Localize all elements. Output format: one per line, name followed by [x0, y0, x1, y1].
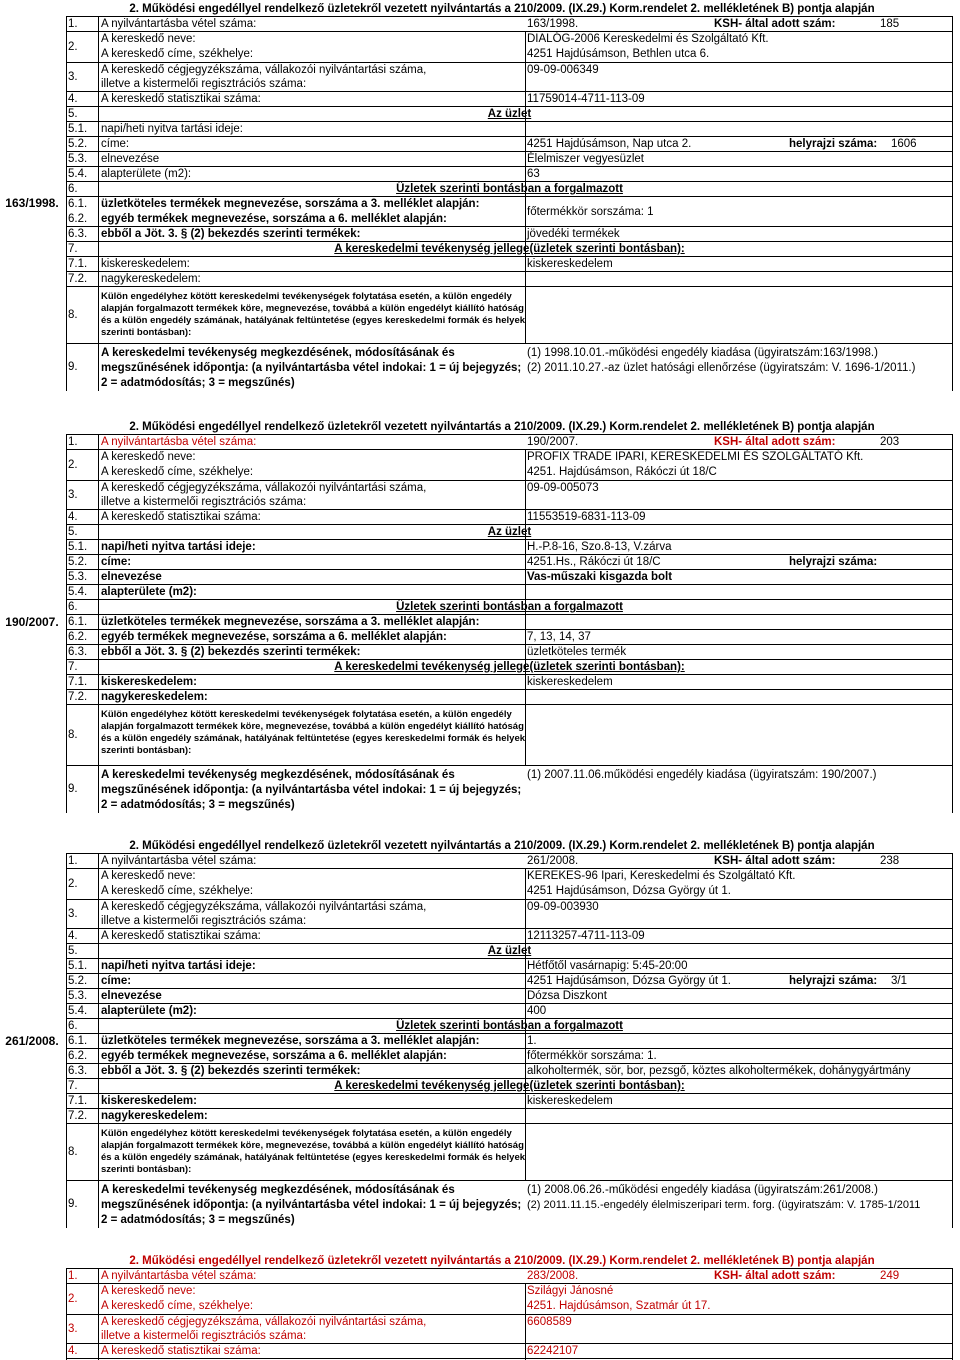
field-l9c: 2 = adatmódosítás; 3 = megszűnés): [101, 377, 295, 389]
field-l1: A nyilvántartásba vétel száma:: [101, 436, 257, 448]
table-row: [66, 540, 953, 555]
field-6: 5.2.: [68, 138, 88, 150]
table-divider: [525, 869, 526, 1181]
field-l3a: A kereskedő cégjegyzékszáma, vállakozói nyilvántartási száma,: [101, 482, 427, 494]
field-2: 3.: [68, 71, 78, 83]
field-9: 6.: [68, 183, 78, 195]
field-2: 3.: [68, 908, 78, 920]
field-uzlet: Az üzlet: [487, 526, 532, 538]
field-l4: A kereskedő statisztikai száma:: [101, 93, 261, 105]
field-area: 400: [527, 1005, 547, 1017]
field-retail: kiskereskedelem: [527, 1095, 613, 1107]
record-3: [0, 837, 960, 1227]
table-divider: [952, 1269, 953, 1360]
field-10: 6.1.: [68, 198, 88, 210]
table-row: [66, 705, 953, 766]
record-id: 261/2008.: [5, 1034, 59, 1048]
field-1: (2) 2011.10.27.-az üzlet hatósági ellenőrzése (ügyiratszám: V. 1696-1/2011.): [527, 362, 916, 374]
table-row: [66, 615, 953, 630]
field-1: 2.: [68, 878, 78, 890]
field-name: DIALÓG-2006 Kereskedelmi és Szolgáltató Kft.: [527, 33, 769, 45]
field-l3b: illetve a kistermelői regisztrációs száma:: [101, 1330, 307, 1342]
record-grid: [66, 1268, 953, 1360]
field-1: 2.: [68, 41, 78, 53]
field-l72: nagykereskedelem:: [101, 273, 201, 285]
field-1: 2.: [68, 459, 78, 471]
record-header: 2. Működési engedéllyel rendelkező üzletekről vezetett nyilvántartás a 210/2009. (IX.29.) Korm.rendelet 2. mellékletének B) pontja alapján: [129, 3, 875, 15]
table-row: [66, 675, 953, 690]
field-l52: címe:: [101, 975, 132, 987]
table-row: [66, 227, 953, 242]
field-h7: A kereskedelmi tevékenység jellege(üzletek szerinti bontásban):: [334, 1080, 685, 1092]
field-cegj: 09-09-006349: [527, 64, 599, 76]
field-13: 7.: [68, 1080, 78, 1092]
field-hrsz: helyrajzi száma:: [789, 556, 878, 568]
table-row: [66, 1004, 953, 1019]
field-l62: egyéb termékek megnevezése, sorszáma a 6. melléklet alapján:: [101, 1050, 447, 1062]
field-l51: napi/heti nyitva tartási ideje:: [101, 960, 256, 972]
field-l62: egyéb termékek megnevezése, sorszáma a 6. melléklet alapján:: [101, 631, 447, 643]
field-l4: A kereskedő statisztikai száma:: [101, 1345, 261, 1357]
field-hrsz: helyrajzi száma:: [789, 138, 878, 150]
table-divider: [952, 17, 953, 391]
table-row: [66, 766, 953, 812]
field-reg-no: 283/2008.: [527, 1270, 579, 1282]
record-id: 190/2007.: [5, 615, 59, 629]
table-row: [66, 1181, 953, 1227]
field-l1: A nyilvántartásba vétel száma:: [101, 18, 257, 30]
table-divider: [98, 1269, 99, 1360]
record-header: 2. Működési engedéllyel rendelkező üzletekről vezetett nyilvántartás a 210/2009. (IX.29.) Korm.rendelet 2. mellékletének B) pontja alapján: [129, 840, 875, 852]
table-row: [66, 32, 953, 63]
field-13: 7.: [68, 243, 78, 255]
field-address: 4251 Hajdúsámson, Dózsa György út 1.: [527, 885, 731, 897]
field-l53: elnevezése: [101, 153, 160, 165]
field-shop-addr: 4251 Hajdúsámson, Nap utca 2.: [527, 138, 692, 150]
field-uzlet: Az üzlet: [487, 108, 532, 120]
table-row: [66, 690, 953, 705]
field-l4: A kereskedő statisztikai száma:: [101, 930, 261, 942]
field-hours: H.-P.8-16, Szo.8-13, V.zárva: [527, 541, 672, 553]
table-row: [66, 1079, 953, 1094]
field-address: 4251. Hajdúsámson, Szatmár út 17.: [527, 1300, 711, 1312]
field-stat: 12113257-4711-113-09: [527, 930, 645, 942]
table-row: [66, 1019, 953, 1034]
field-2: 3.: [68, 489, 78, 501]
field-0: 1.: [68, 436, 78, 448]
table-row: [66, 645, 953, 660]
field-l1: A nyilvántartásba vétel száma:: [101, 855, 257, 867]
table-row: [66, 167, 953, 182]
field-10: 6.1.: [68, 1035, 88, 1047]
field-l52: címe:: [101, 556, 132, 568]
table-row: [66, 435, 953, 450]
field-ksh: KSH- által adott szám:: [714, 1270, 836, 1282]
field-name: Szilágyi Jánosné: [527, 1285, 614, 1297]
field-l2b: A kereskedő címe, székhelye:: [101, 466, 254, 478]
field-5: 5.1.: [68, 541, 88, 553]
record-4: [0, 1252, 960, 1359]
field-l54: alapterülete (m2):: [101, 1005, 197, 1017]
field-retail: kiskereskedelem: [527, 676, 613, 688]
table-row: [66, 450, 953, 481]
field-l9b: megszűnésének időpontja: (a nyilvántartásba vétel indokai: 1 = új bejegyzés;: [101, 1199, 522, 1211]
field-l8: Külön engedélyhez kötött kereskedelmi tevékenységek folytatása esetén, a külön engedély alapján forgalmazott termékek köre, megnevezése, továbbá a külön engedélyt kiállító hatóság és a külön engedély számának, hatályának feltüntetése (egyes kereskedelmi formák és helyek szerinti bontásban):: [101, 291, 526, 338]
table-row: [66, 660, 953, 675]
field-p62: 7, 13, 14, 37: [527, 631, 591, 643]
table-row: [66, 1284, 953, 1315]
field-4: 5.: [68, 526, 78, 538]
table-row: [66, 206, 953, 227]
field-11: 6.2.: [68, 213, 88, 225]
field-stat: 11759014-4711-113-09: [527, 93, 645, 105]
field-10: 6.1.: [68, 616, 88, 628]
field-0: (1) 1998.10.01.-működési engedély kiadása (ügyiratszám:163/1998.): [527, 347, 878, 359]
field-l51: napi/heti nyitva tartási ideje:: [101, 541, 256, 553]
field-name: PROFIX TRADE IPARI, KERESKEDELMI ÉS SZOLGÁLTATÓ Kft.: [527, 451, 864, 463]
table-row: [66, 107, 953, 122]
field-l1: A nyilvántartásba vétel száma:: [101, 1270, 257, 1282]
table-row: [66, 630, 953, 645]
field-3: 4.: [68, 1345, 78, 1357]
field-ksh-no: 238: [880, 855, 900, 867]
table-row: [66, 272, 953, 287]
table-divider: [525, 1284, 526, 1360]
field-16: 8.: [68, 729, 78, 741]
table-row: [66, 555, 953, 570]
field-l54: alapterülete (m2):: [101, 168, 192, 180]
table-row: [66, 1269, 953, 1284]
table-row: [66, 1315, 953, 1344]
field-8: 5.4.: [68, 168, 88, 180]
field-l9c: 2 = adatmódosítás; 3 = megszűnés): [101, 799, 295, 811]
table-row: [66, 344, 953, 390]
field-l3a: A kereskedő cégjegyzékszáma, vállakozói nyilvántartási száma,: [101, 1316, 427, 1328]
table-divider: [98, 435, 99, 813]
table-divider: [66, 17, 67, 391]
field-reg-no: 190/2007.: [527, 436, 579, 448]
field-p61-62: főtermékkör sorszáma: 1: [527, 206, 654, 218]
field-17: 9.: [68, 1198, 78, 1210]
field-hrsz: helyrajzi száma:: [789, 975, 878, 987]
field-l4: A kereskedő statisztikai száma:: [101, 511, 261, 523]
field-15: 7.2.: [68, 691, 88, 703]
field-l62: egyéb termékek megnevezése, sorszáma a 6. melléklet alapján:: [101, 213, 447, 225]
field-reg-no: 261/2008.: [527, 855, 579, 867]
field-l3b: illetve a kistermelői regisztrációs száma:: [101, 78, 307, 90]
field-17: 9.: [68, 361, 78, 373]
field-uzlet: Az üzlet: [487, 945, 532, 957]
field-l2a: A kereskedő neve:: [101, 870, 196, 882]
table-row: [66, 869, 953, 900]
table-row: [66, 242, 953, 257]
table-row: [66, 1034, 953, 1049]
field-l72: nagykereskedelem:: [101, 1110, 208, 1122]
table-row: [66, 257, 953, 272]
field-ksh-no: 185: [880, 18, 900, 30]
record-header: 2. Működési engedéllyel rendelkező üzletekről vezetett nyilvántartás a 210/2009. (IX.29.) Korm.rendelet 2. mellékletének B) pontja alapján: [129, 421, 875, 433]
field-ksh: KSH- által adott szám:: [714, 436, 836, 448]
field-name: KEREKES-96 Ipari, Kereskedelmi és Szolgáltató Kft.: [527, 870, 796, 882]
field-l2a: A kereskedő neve:: [101, 451, 196, 463]
field-11: 6.2.: [68, 1050, 88, 1062]
field-l61: üzletköteles termékek megnevezése, sorszáma a 3. melléklet alapján:: [101, 1035, 480, 1047]
table-divider: [952, 854, 953, 1228]
field-l9a: A kereskedelmi tevékenység megkezdésének, módosításának és: [101, 1184, 455, 1196]
field-8: 5.4.: [68, 1005, 88, 1017]
field-6: 5.2.: [68, 556, 88, 568]
field-reg-no: 163/1998.: [527, 18, 579, 30]
field-17: 9.: [68, 783, 78, 795]
field-4: 5.: [68, 945, 78, 957]
record-grid: [66, 16, 953, 391]
field-shop-name: Vas-műszaki kisgazda bolt: [527, 571, 673, 583]
table-row: [66, 1064, 953, 1079]
table-row: [66, 287, 953, 344]
field-3: 4.: [68, 93, 78, 105]
field-stat: 11553519-6831-113-09: [527, 511, 646, 523]
table-divider: [98, 17, 99, 391]
field-l72: nagykereskedelem:: [101, 691, 208, 703]
field-12: 6.3.: [68, 646, 88, 658]
field-p63: jövedéki termékek: [527, 228, 620, 240]
field-13: 7.: [68, 661, 78, 673]
field-0: (1) 2008.06.26.-működési engedély kiadása (ügyiratszám:261/2008.): [527, 1184, 878, 1196]
field-l3a: A kereskedő cégjegyzékszáma, vállakozói nyilvántartási száma,: [101, 901, 427, 913]
field-p63: üzletköteles termék: [527, 646, 627, 658]
table-divider: [525, 450, 526, 766]
table-divider: [525, 32, 526, 344]
field-12: 6.3.: [68, 228, 88, 240]
field-l2b: A kereskedő címe, székhelye:: [101, 48, 254, 60]
field-cegj: 09-09-003930: [527, 901, 599, 913]
field-ksh: KSH- által adott szám:: [714, 855, 836, 867]
field-l63: ebből a Jöt. 3. § (2) bekezdés szerinti termékek:: [101, 1065, 361, 1077]
field-l2a: A kereskedő neve:: [101, 1285, 196, 1297]
field-l3a: A kereskedő cégjegyzékszáma, vállakozói nyilvántartási száma,: [101, 64, 427, 76]
table-row: [66, 1109, 953, 1124]
table-row: [66, 854, 953, 869]
table-row: [66, 900, 953, 929]
table-row: [66, 17, 953, 32]
field-stat: 62242107: [527, 1345, 579, 1357]
field-1: 2.: [68, 1293, 78, 1305]
field-l61: üzletköteles termékek megnevezése, sorszáma a 3. melléklet alapján:: [101, 198, 480, 210]
field-2: 3.: [68, 1323, 78, 1335]
field-l2b: A kereskedő címe, székhelye:: [101, 1300, 254, 1312]
record-grid: [66, 434, 953, 813]
field-l8: Külön engedélyhez kötött kereskedelmi tevékenységek folytatása esetén, a külön engedély alapján forgalmazott termékek köre, megnevezése, továbbá a külön engedélyt kiállító hatóság és a külön engedély számának, hatályának feltüntetése (egyes kereskedelmi formák és helyek szerinti bontásban):: [101, 709, 526, 756]
field-ksh: KSH- által adott szám:: [714, 18, 836, 30]
table-row: [66, 1094, 953, 1109]
field-shop-addr: 4251.Hs., Rákóczi út 18/C: [527, 556, 661, 568]
table-row: [66, 122, 953, 137]
record-1: [0, 0, 960, 390]
table-row: [66, 600, 953, 615]
field-4: 5.: [68, 108, 78, 120]
field-h7: A kereskedelmi tevékenység jellege(üzletek szerinti bontásban):: [334, 243, 685, 255]
field-l63: ebből a Jöt. 3. § (2) bekezdés szerinti termékek:: [101, 228, 361, 240]
table-row: [66, 182, 953, 197]
field-7: 5.3.: [68, 153, 88, 165]
record-id: 163/1998.: [5, 196, 59, 210]
field-shop-name: Dózsa Diszkont: [527, 990, 607, 1002]
field-p61: 1.: [527, 1035, 537, 1047]
field-12: 6.3.: [68, 1065, 88, 1077]
table-divider: [66, 1269, 67, 1360]
field-retail: kiskereskedelem: [527, 258, 613, 270]
record-2: [0, 418, 960, 813]
field-9: 6.: [68, 1020, 78, 1032]
field-address: 4251 Hajdúsámson, Bethlen utca 6.: [527, 48, 710, 60]
field-16: 8.: [68, 1146, 78, 1158]
field-l3b: illetve a kistermelői regisztrációs száma:: [101, 915, 307, 927]
field-shop-addr: 4251 Hajdúsámson, Dózsa György út 1.: [527, 975, 731, 987]
record-grid: [66, 853, 953, 1228]
table-row: [66, 525, 953, 540]
field-l2a: A kereskedő neve:: [101, 33, 196, 45]
field-6: 5.2.: [68, 975, 88, 987]
field-l51: napi/heti nyitva tartási ideje:: [101, 123, 243, 135]
field-l61: üzletköteles termékek megnevezése, sorszáma a 3. melléklet alapján:: [101, 616, 480, 628]
field-7: 5.3.: [68, 571, 88, 583]
field-h6: Üzletek szerinti bontásban a forgalmazott: [396, 1020, 623, 1032]
field-p63: alkoholtermék, sör, bor, pezsgő, köztes alkoholtermékek, dohánygyártmány: [527, 1065, 911, 1077]
field-h7: A kereskedelmi tevékenység jellege(üzletek szerinti bontásban):: [334, 661, 685, 673]
record-header: 2. Működési engedéllyel rendelkező üzletekről vezetett nyilvántartás a 210/2009. (IX.29.) Korm.rendelet 2. mellékletének B) pontja alapján: [129, 1255, 875, 1267]
field-l71: kiskereskedelem:: [101, 1095, 197, 1107]
field-15: 7.2.: [68, 1110, 88, 1122]
field-l71: kiskereskedelem:: [101, 676, 197, 688]
field-11: 6.2.: [68, 631, 88, 643]
field-h6: Üzletek szerinti bontásban a forgalmazott: [396, 601, 623, 613]
table-row: [66, 1344, 953, 1359]
field-0: 1.: [68, 1270, 78, 1282]
table-row: [66, 570, 953, 585]
field-3: 4.: [68, 511, 78, 523]
field-cegj: 09-09-005073: [527, 482, 599, 494]
field-hrsz: 3/1: [891, 975, 907, 987]
field-l53: elnevezése: [101, 990, 162, 1002]
table-row: [66, 197, 953, 211]
field-area: 63: [527, 168, 540, 180]
field-l63: ebből a Jöt. 3. § (2) bekezdés szerinti termékek:: [101, 646, 361, 658]
field-15: 7.2.: [68, 273, 88, 285]
field-l2b: A kereskedő címe, székhelye:: [101, 885, 254, 897]
table-row: [66, 585, 953, 600]
table-row: [66, 959, 953, 974]
field-address: 4251. Hajdúsámson, Rákóczi út 18/C: [527, 466, 717, 478]
field-l54: alapterülete (m2):: [101, 586, 197, 598]
field-5: 5.1.: [68, 123, 88, 135]
field-8: 5.4.: [68, 586, 88, 598]
field-l8: Külön engedélyhez kötött kereskedelmi tevékenységek folytatása esetén, a külön engedély alapján forgalmazott termékek köre, megnevezése, továbbá a külön engedélyt kiállító hatóság és a külön engedély számának, hatályának feltüntetése (egyes kereskedelmi formák és helyek szerinti bontásban):: [101, 1128, 526, 1175]
field-l9a: A kereskedelmi tevékenység megkezdésének, módosításának és: [101, 769, 455, 781]
field-0: 1.: [68, 855, 78, 867]
field-16: 8.: [68, 309, 78, 321]
table-row: [66, 944, 953, 959]
table-row: [66, 63, 953, 92]
field-hrsz: 1606: [891, 138, 917, 150]
table-divider: [66, 435, 67, 813]
table-row: [66, 92, 953, 107]
field-14: 7.1.: [68, 676, 88, 688]
field-ksh-no: 249: [880, 1270, 900, 1282]
table-divider: [98, 854, 99, 1228]
field-0: (1) 2007.11.06.működési engedély kiadása (ügyiratszám: 190/2007.): [527, 769, 877, 781]
field-l53: elnevezése: [101, 571, 162, 583]
field-h6: Üzletek szerinti bontásban a forgalmazott: [396, 183, 623, 195]
table-row: [66, 137, 953, 152]
field-14: 7.1.: [68, 258, 88, 270]
field-hours: Hétfőtől vasárnapig: 5:45-20:00: [527, 960, 688, 972]
table-row: [66, 989, 953, 1004]
field-3: 4.: [68, 930, 78, 942]
field-1: (2) 2011.11.15.-engedély élelmiszeripari term. forg. (ügyiratszám: V. 1785-1/2011: [527, 1199, 921, 1211]
table-row: [66, 152, 953, 167]
table-row: [66, 1049, 953, 1064]
table-row: [66, 974, 953, 989]
field-0: 1.: [68, 18, 78, 30]
field-l9b: megszűnésének időpontja: (a nyilvántartásba vétel indokai: 1 = új bejegyzés;: [101, 784, 522, 796]
table-divider: [66, 854, 67, 1228]
field-shop-name: Élelmiszer vegyesüzlet: [527, 153, 644, 165]
field-l9b: megszűnésének időpontja: (a nyilvántartásba vétel indokai: 1 = új bejegyzés;: [101, 362, 522, 374]
field-14: 7.1.: [68, 1095, 88, 1107]
field-p62: főtermékkör sorszáma: 1.: [527, 1050, 657, 1062]
field-l3b: illetve a kistermelői regisztrációs száma:: [101, 496, 307, 508]
field-l71: kiskereskedelem:: [101, 258, 190, 270]
field-cegj: 6608589: [527, 1316, 572, 1328]
field-l9a: A kereskedelmi tevékenység megkezdésének, módosításának és: [101, 347, 455, 359]
field-9: 6.: [68, 601, 78, 613]
table-row: [66, 1124, 953, 1181]
table-row: [66, 510, 953, 525]
field-l9c: 2 = adatmódosítás; 3 = megszűnés): [101, 1214, 295, 1226]
field-l52: címe:: [101, 138, 130, 150]
field-7: 5.3.: [68, 990, 88, 1002]
field-5: 5.1.: [68, 960, 88, 972]
field-ksh-no: 203: [880, 436, 900, 448]
table-row: [66, 481, 953, 510]
table-divider: [952, 435, 953, 813]
table-row: [66, 929, 953, 944]
